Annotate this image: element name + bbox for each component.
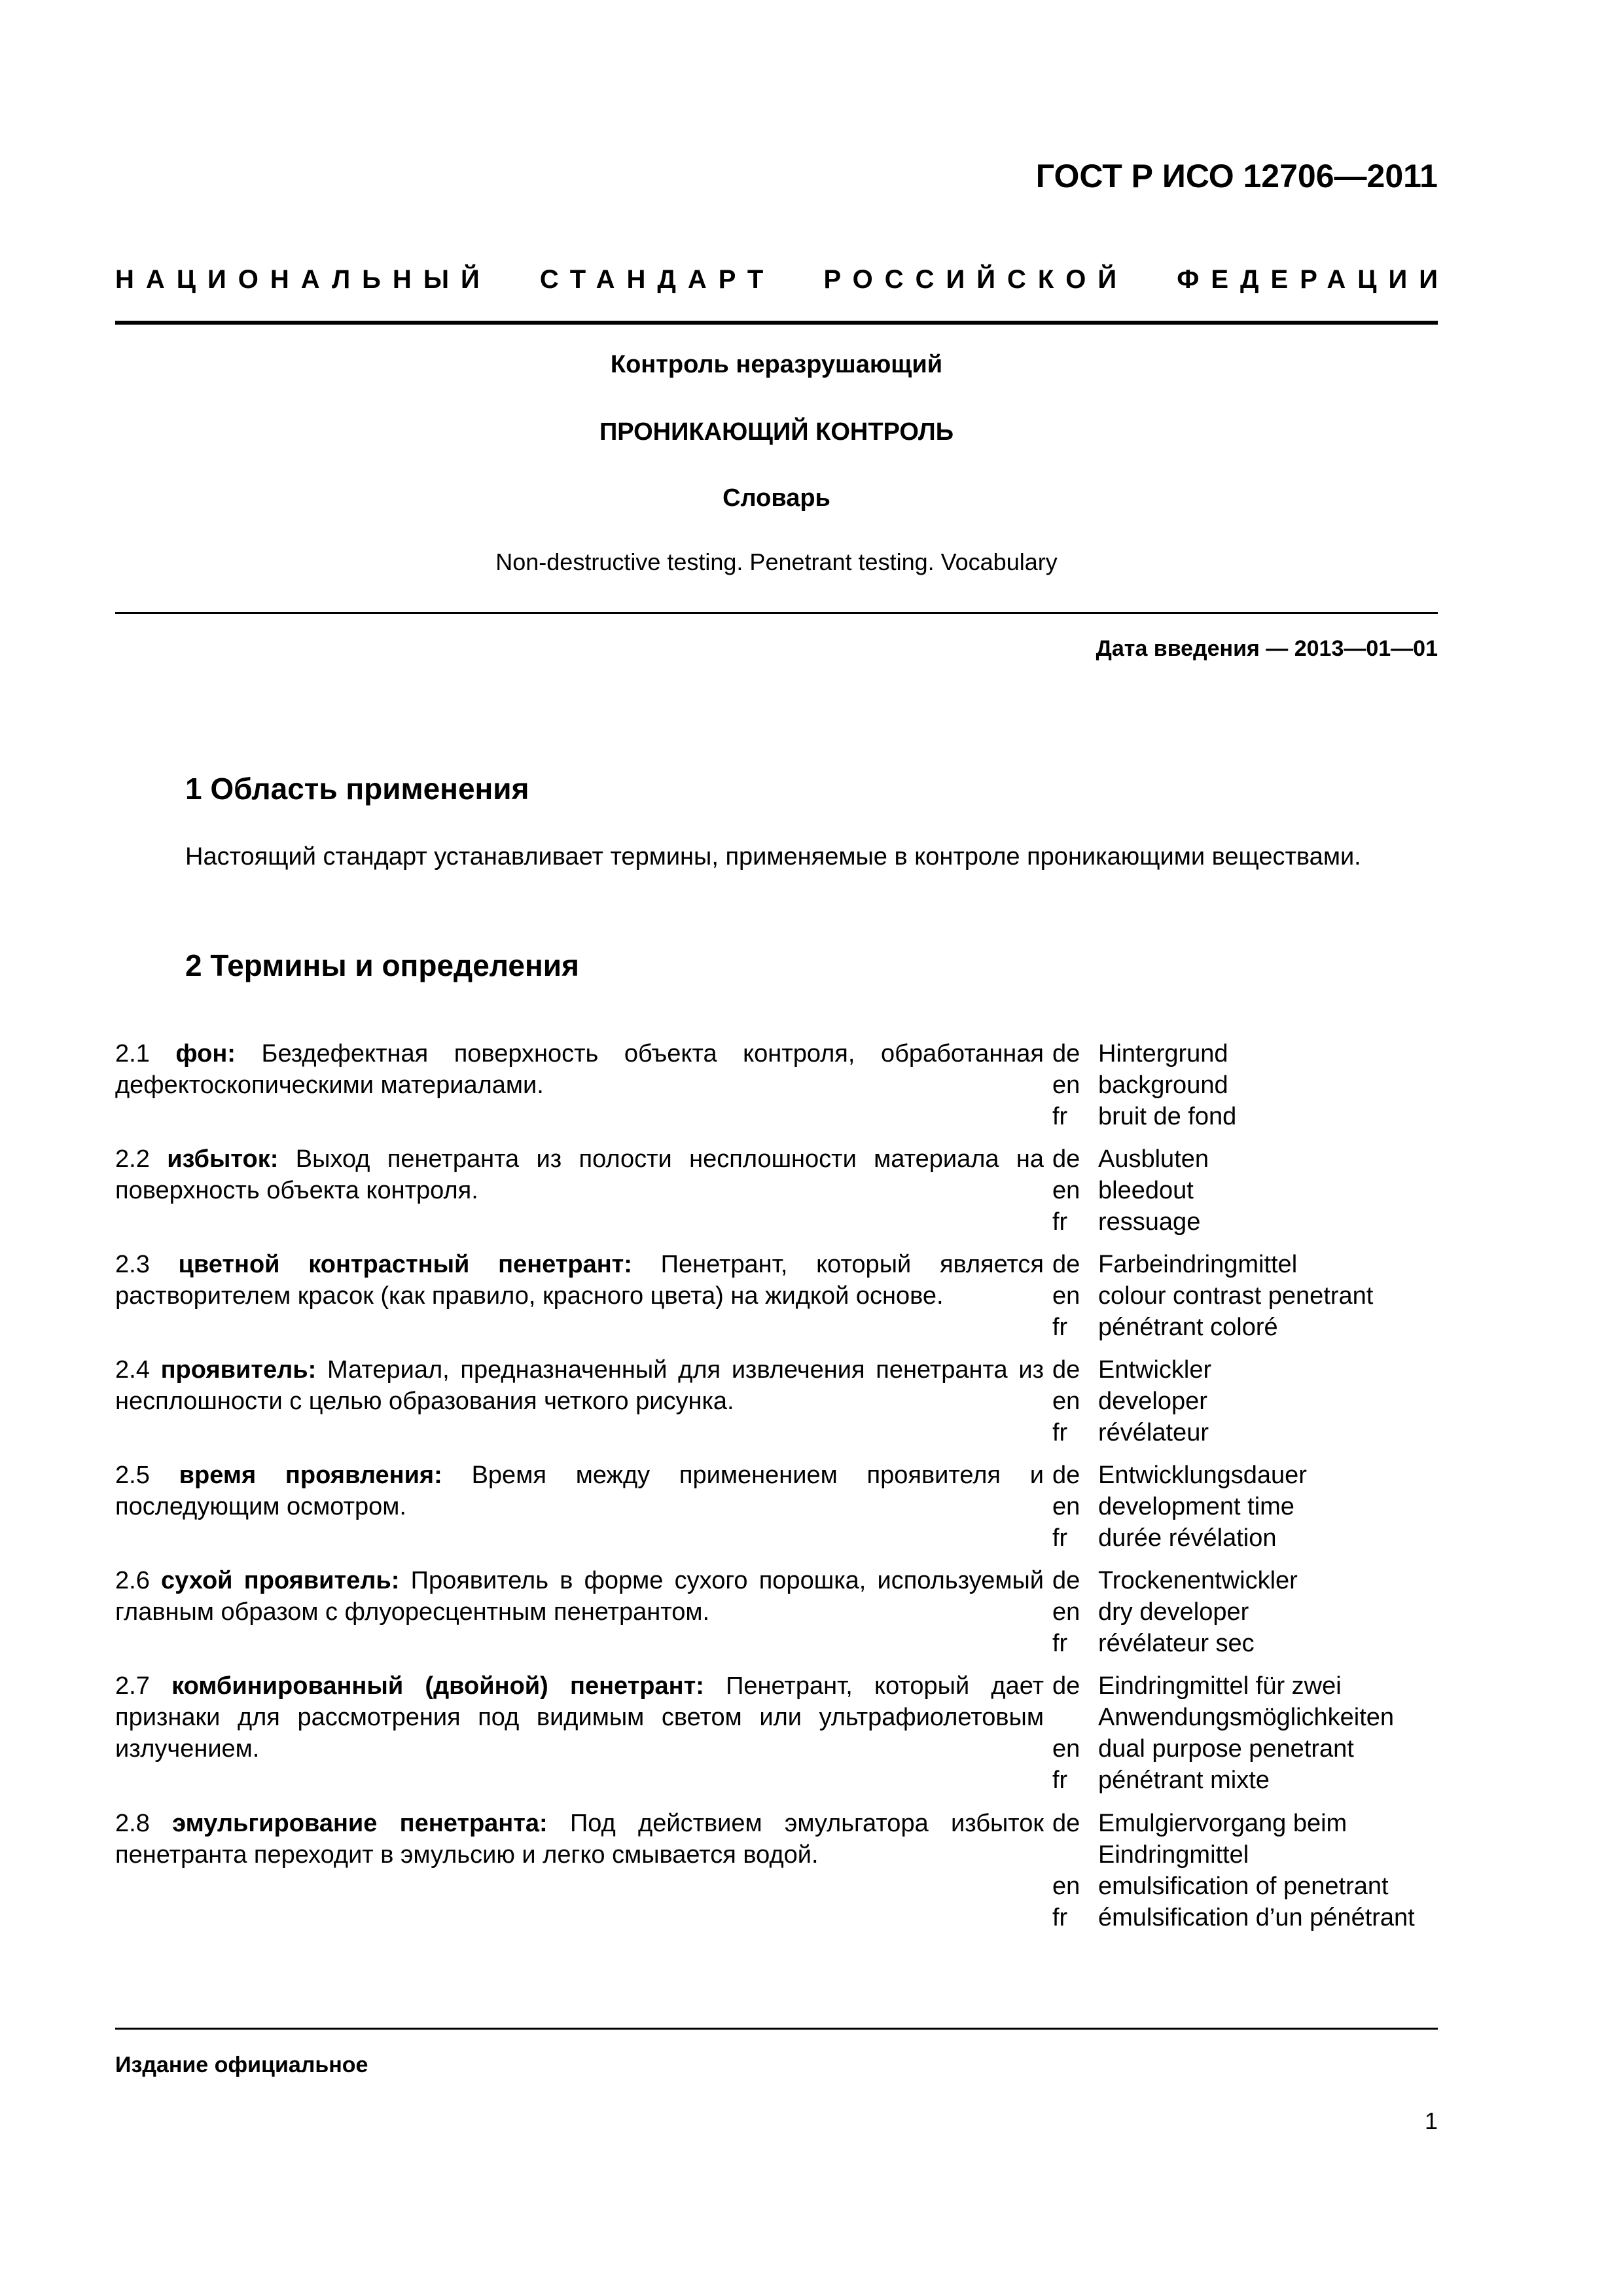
term-name: время проявления: xyxy=(179,1462,442,1489)
section-1-heading: 1 Область применения xyxy=(185,772,529,806)
term-definition: Проявитель в форме сухого порошка, используемый главным образом с флуоресцентным пенетрантом. xyxy=(115,1567,1044,1626)
translation-row xyxy=(1052,1565,1445,1596)
translation-text: dry developer xyxy=(1098,1598,1249,1626)
term-name: цветной контрастный пенетрант: xyxy=(178,1251,632,1278)
translation-row xyxy=(1052,1491,1445,1522)
term-translations xyxy=(1052,1354,1445,1448)
term-name: эмульгирование пенетранта: xyxy=(172,1810,548,1837)
term-number: 2.3 xyxy=(115,1251,150,1278)
term-name: избыток: xyxy=(167,1145,279,1173)
translation-language: fr xyxy=(1052,1314,1068,1341)
translation-language: de xyxy=(1052,1810,1080,1837)
term-entry xyxy=(115,1460,1044,1522)
introduction-date: Дата введения — 2013—01—01 xyxy=(1096,636,1438,661)
translation-text: pénétrant mixte xyxy=(1098,1767,1270,1794)
translation-language: de xyxy=(1052,1567,1080,1594)
translation-language: de xyxy=(1052,1672,1080,1700)
translation-text: development time xyxy=(1098,1493,1294,1520)
translation-row xyxy=(1052,1038,1445,1069)
translation-row xyxy=(1052,1902,1445,1933)
term-number: 2.4 xyxy=(115,1356,150,1384)
term-number: 2.5 xyxy=(115,1462,150,1489)
edition-note: Издание официальное xyxy=(115,2053,368,2077)
term-translations xyxy=(1052,1249,1445,1343)
term-translations xyxy=(1052,1565,1445,1659)
translation-text: emulsification of penetrant xyxy=(1098,1873,1389,1900)
section-1-text: Настоящий стандарт устанавливает термины, применяемые в контроле проникающими веществами. xyxy=(185,843,1361,870)
term-definition: Бездефектная поверхность объекта контроля, обработанная дефектоскопическими материалами. xyxy=(115,1040,1044,1099)
translation-text: developer xyxy=(1098,1388,1207,1415)
translation-row xyxy=(1052,1249,1445,1280)
translation-language: en xyxy=(1052,1071,1080,1099)
term-number: 2.8 xyxy=(115,1810,150,1837)
translation-text: ressuage xyxy=(1098,1208,1201,1236)
translation-row xyxy=(1052,1354,1445,1386)
translation-text: background xyxy=(1098,1071,1228,1099)
translation-language: fr xyxy=(1052,1767,1068,1794)
title-line-3: Словарь xyxy=(722,484,830,512)
translation-text: dual purpose penetrant xyxy=(1098,1735,1354,1763)
translation-text: durée révélation xyxy=(1098,1524,1277,1552)
standard-code: ГОСТ Р ИСО 12706—2011 xyxy=(1035,158,1438,194)
page-number: 1 xyxy=(1424,2108,1438,2134)
header-rule xyxy=(115,321,1438,325)
term-definition: Пенетрант, который дает признаки для рассмотрения под видимым светом или ультрафиолетовым излучением. xyxy=(115,1672,1044,1763)
translation-language: de xyxy=(1052,1356,1080,1384)
translation-language: en xyxy=(1052,1388,1080,1415)
term-name: сухой проявитель: xyxy=(161,1567,400,1594)
translation-row xyxy=(1052,1628,1445,1659)
translation-row xyxy=(1052,1101,1445,1132)
translation-text: révélateur sec xyxy=(1098,1630,1255,1657)
translation-text: Entwickler xyxy=(1098,1356,1212,1384)
term-number: 2.7 xyxy=(115,1672,150,1700)
term-translations xyxy=(1052,1038,1445,1132)
term-entry xyxy=(115,1565,1044,1628)
translation-text: Trockenentwickler xyxy=(1098,1567,1298,1594)
term-name: проявитель: xyxy=(160,1356,317,1384)
translation-language: fr xyxy=(1052,1208,1068,1236)
translation-text: Ausbluten xyxy=(1098,1145,1209,1173)
translation-text: colour contrast penetrant xyxy=(1098,1282,1374,1310)
term-entry xyxy=(115,1670,1044,1765)
title-line-1: Контроль неразрушающий xyxy=(610,351,943,378)
translation-text: Hintergrund xyxy=(1098,1040,1228,1067)
term-name: комбинированный (двойной) пенетрант: xyxy=(171,1672,704,1700)
term-number: 2.6 xyxy=(115,1567,150,1594)
translation-row xyxy=(1052,1765,1445,1796)
term-name: фон: xyxy=(175,1040,236,1067)
footer-rule xyxy=(115,2028,1438,2030)
term-definition: Время между применением проявителя и последующим осмотром. xyxy=(115,1462,1044,1520)
term-translations xyxy=(1052,1670,1445,1796)
translation-language: en xyxy=(1052,1493,1080,1520)
title-line-2: ПРОНИКАЮЩИЙ КОНТРОЛЬ xyxy=(599,418,954,446)
term-entry xyxy=(115,1143,1044,1206)
translation-row xyxy=(1052,1522,1445,1554)
translation-text: bruit de fond xyxy=(1098,1103,1237,1130)
title-rule xyxy=(115,612,1438,614)
translation-text: émulsification d’un pénétrant xyxy=(1098,1904,1415,1931)
term-definition: Выход пенетранта из полости несплошности материала на поверхность объекта контроля. xyxy=(115,1145,1044,1204)
term-definition: Материал, предназначенный для извлечения пенетранта из несплошности с целью образования четкого рисунка. xyxy=(115,1356,1044,1415)
term-definition: Пенетрант, который является растворителем красок (как правило, красного цвета) на жидкой основе. xyxy=(115,1251,1044,1310)
term-translations xyxy=(1052,1808,1445,1933)
term-translations xyxy=(1052,1460,1445,1554)
translation-row xyxy=(1052,1312,1445,1343)
translation-row xyxy=(1052,1460,1445,1491)
banner-word: НАЦИОНАЛЬНЫЙ xyxy=(115,265,491,294)
translation-language: de xyxy=(1052,1145,1080,1173)
translation-row xyxy=(1052,1871,1445,1902)
translation-language: en xyxy=(1052,1873,1080,1900)
translation-language: fr xyxy=(1052,1103,1068,1130)
term-definition: Под действием эмульгатора избыток пенетранта переходит в эмульсию и легко смывается водой. xyxy=(115,1810,1044,1869)
translation-row xyxy=(1052,1670,1445,1733)
banner-word: ФЕДЕРАЦИИ xyxy=(1177,265,1450,294)
translation-language: de xyxy=(1052,1462,1080,1489)
translation-row xyxy=(1052,1596,1445,1628)
translation-text: bleedout xyxy=(1098,1177,1194,1204)
term-entry xyxy=(115,1249,1044,1312)
translation-language: en xyxy=(1052,1177,1080,1204)
translation-language: en xyxy=(1052,1282,1080,1310)
translation-text: Entwicklungsdauer xyxy=(1098,1462,1307,1489)
term-entry xyxy=(115,1038,1044,1101)
translation-row xyxy=(1052,1206,1445,1238)
translation-text: pénétrant coloré xyxy=(1098,1314,1278,1341)
banner-word: РОССИЙСКОЙ xyxy=(823,265,1129,294)
translation-row xyxy=(1052,1143,1445,1175)
translation-language: en xyxy=(1052,1598,1080,1626)
translation-language: fr xyxy=(1052,1524,1068,1552)
translation-row xyxy=(1052,1733,1445,1765)
translation-text: révélateur xyxy=(1098,1419,1209,1446)
translation-language: de xyxy=(1052,1251,1080,1278)
term-number: 2.2 xyxy=(115,1145,150,1173)
translation-language: de xyxy=(1052,1040,1080,1067)
translation-row xyxy=(1052,1417,1445,1448)
translation-text: Eindringmittel für zwei Anwendungsmöglichkeiten xyxy=(1098,1672,1395,1731)
translation-row xyxy=(1052,1175,1445,1206)
translation-text: Farbeindringmittel xyxy=(1098,1251,1298,1278)
translation-row xyxy=(1052,1280,1445,1312)
translation-row xyxy=(1052,1808,1445,1871)
title-english: Non-destructive testing. Penetrant testing. Vocabulary xyxy=(495,548,1058,575)
translation-language: fr xyxy=(1052,1419,1068,1446)
translation-text: Emulgiervorgang beim Eindringmittel xyxy=(1098,1810,1347,1869)
term-translations xyxy=(1052,1143,1445,1238)
term-entry xyxy=(115,1808,1044,1871)
translation-language: fr xyxy=(1052,1904,1068,1931)
national-standard-banner xyxy=(115,265,1450,295)
term-entry xyxy=(115,1354,1044,1417)
section-2-heading: 2 Термины и определения xyxy=(185,948,579,982)
banner-word: СТАНДАРТ xyxy=(539,265,776,294)
translation-row xyxy=(1052,1069,1445,1101)
translation-language: en xyxy=(1052,1735,1080,1763)
translation-language: fr xyxy=(1052,1630,1068,1657)
term-number: 2.1 xyxy=(115,1040,150,1067)
translation-row xyxy=(1052,1386,1445,1417)
